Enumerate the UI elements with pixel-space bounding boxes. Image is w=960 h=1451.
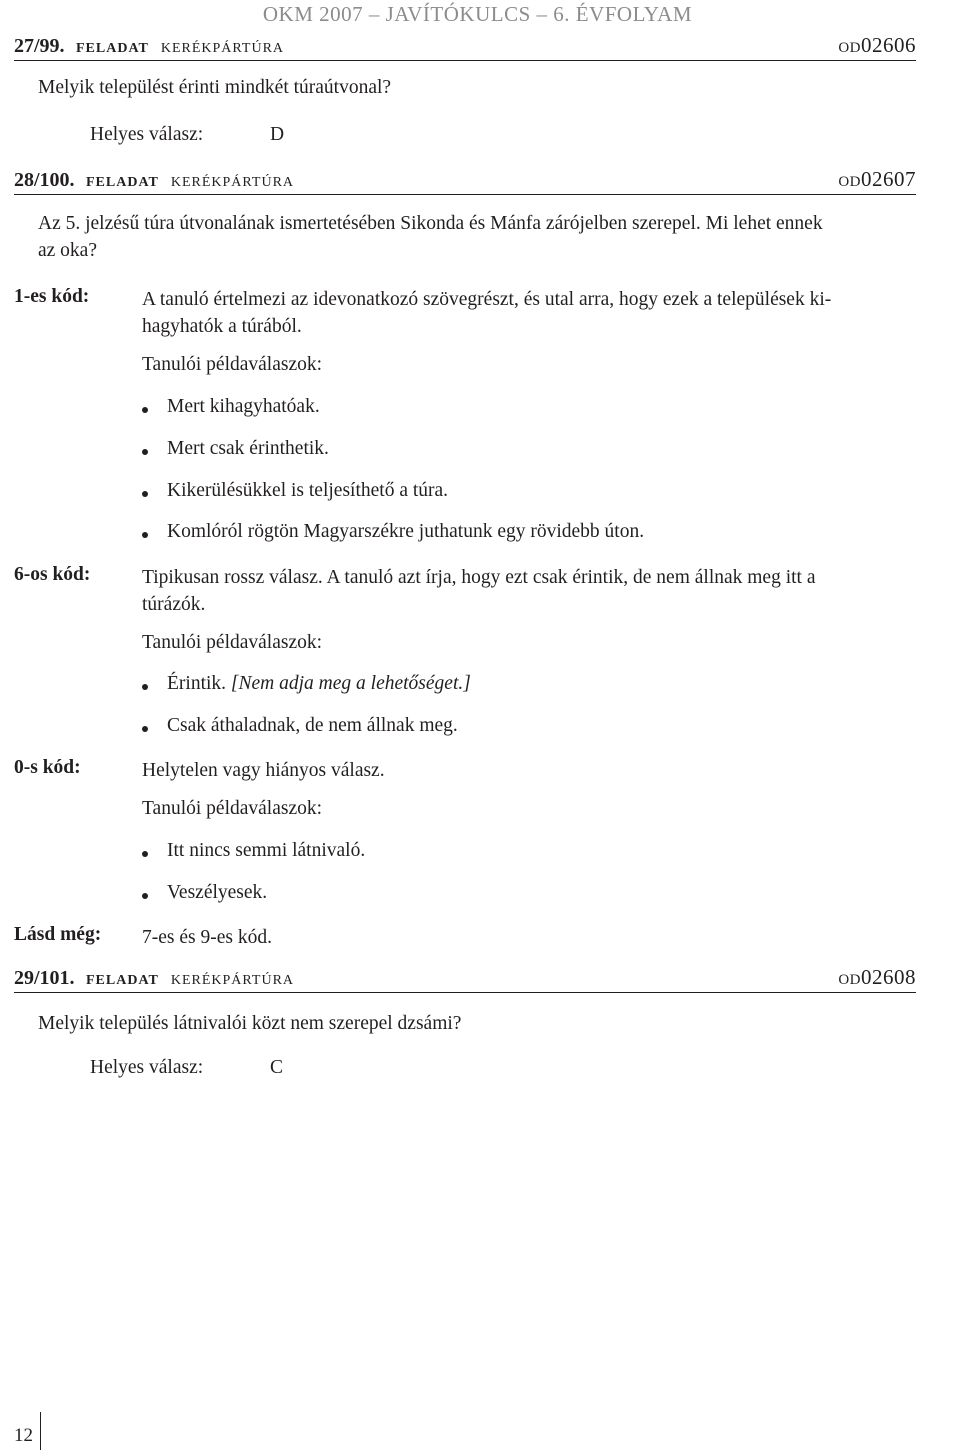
code-1-label: 1-es kód: <box>14 286 90 307</box>
task-code: od02607 <box>838 167 916 191</box>
task-header-28 <box>14 168 916 195</box>
code-6-label: 6-os kód: <box>14 564 91 585</box>
task-code: od02606 <box>838 33 916 57</box>
question-text <box>38 210 918 264</box>
task-number: 27/99. <box>14 35 65 57</box>
correct-answer-value: D <box>270 124 285 145</box>
task-code: od02608 <box>838 965 916 989</box>
task-header-27 <box>14 34 916 61</box>
bullet-icon <box>142 449 148 455</box>
page-number: 12 <box>14 1425 33 1446</box>
task-number: 28/100. <box>14 169 75 191</box>
examples-label: Tanulói példaválaszok: <box>142 354 323 375</box>
question-line: az oka? <box>38 240 97 261</box>
bullet-icon <box>142 684 148 690</box>
bullet-icon <box>142 726 148 732</box>
task-title: feladat kerékpártúra <box>86 169 295 191</box>
task-title: feladat kerékpártúra <box>86 967 295 989</box>
examples-label: Tanulói példaválaszok: <box>142 798 323 819</box>
correct-answer-label: Helyes válasz: <box>90 1057 204 1078</box>
correct-answer-row <box>90 1057 284 1079</box>
bullet-icon <box>142 407 148 413</box>
bullet-icon <box>142 851 148 857</box>
running-head: OKM 2007 – JAVÍTÓKULCS – 6. ÉVFOLYAM <box>262 2 692 26</box>
bullet-icon <box>142 893 148 899</box>
footer-rule <box>40 1412 41 1450</box>
question-text: Melyik település látnivalói közt nem szerepel dzsámi? <box>38 1013 462 1034</box>
see-also-text: 7-es és 9-es kód. <box>142 927 272 948</box>
see-also-label: Lásd még: <box>14 924 102 945</box>
task-title: feladat kerékpártúra <box>76 35 285 57</box>
task-header-29 <box>14 966 916 993</box>
bullet-icon <box>142 491 148 497</box>
task-number: 29/101. <box>14 967 75 989</box>
bullet-icon <box>142 532 148 538</box>
code-1-description: A tanuló értelmezi az idevonatkozó szövegrészt, és utal arra, hogy ezek a települések ki- hagyhatók a túrából. <box>142 289 832 337</box>
code-0-label: 0-s kód: <box>14 757 81 778</box>
code-0-description: Helytelen vagy hiányos válasz. <box>142 760 385 781</box>
question-line: Az 5. jelzésű túra útvonalának ismertetésében Sikonda és Mánfa zárójelben szerepel. Mi lehet ennek <box>38 213 823 234</box>
code-6-description: Tipikusan rossz válasz. A tanuló azt írja, hogy ezt csak érintik, de nem állnak meg itt a túrázók. <box>142 567 816 615</box>
correct-answer-row <box>90 124 285 146</box>
correct-answer-value: C <box>270 1057 284 1078</box>
examples-label: Tanulói példaválaszok: <box>142 632 323 653</box>
correct-answer-label: Helyes válasz: <box>90 124 204 145</box>
question-text: Melyik települést érinti mindkét túraútvonal? <box>38 77 392 98</box>
